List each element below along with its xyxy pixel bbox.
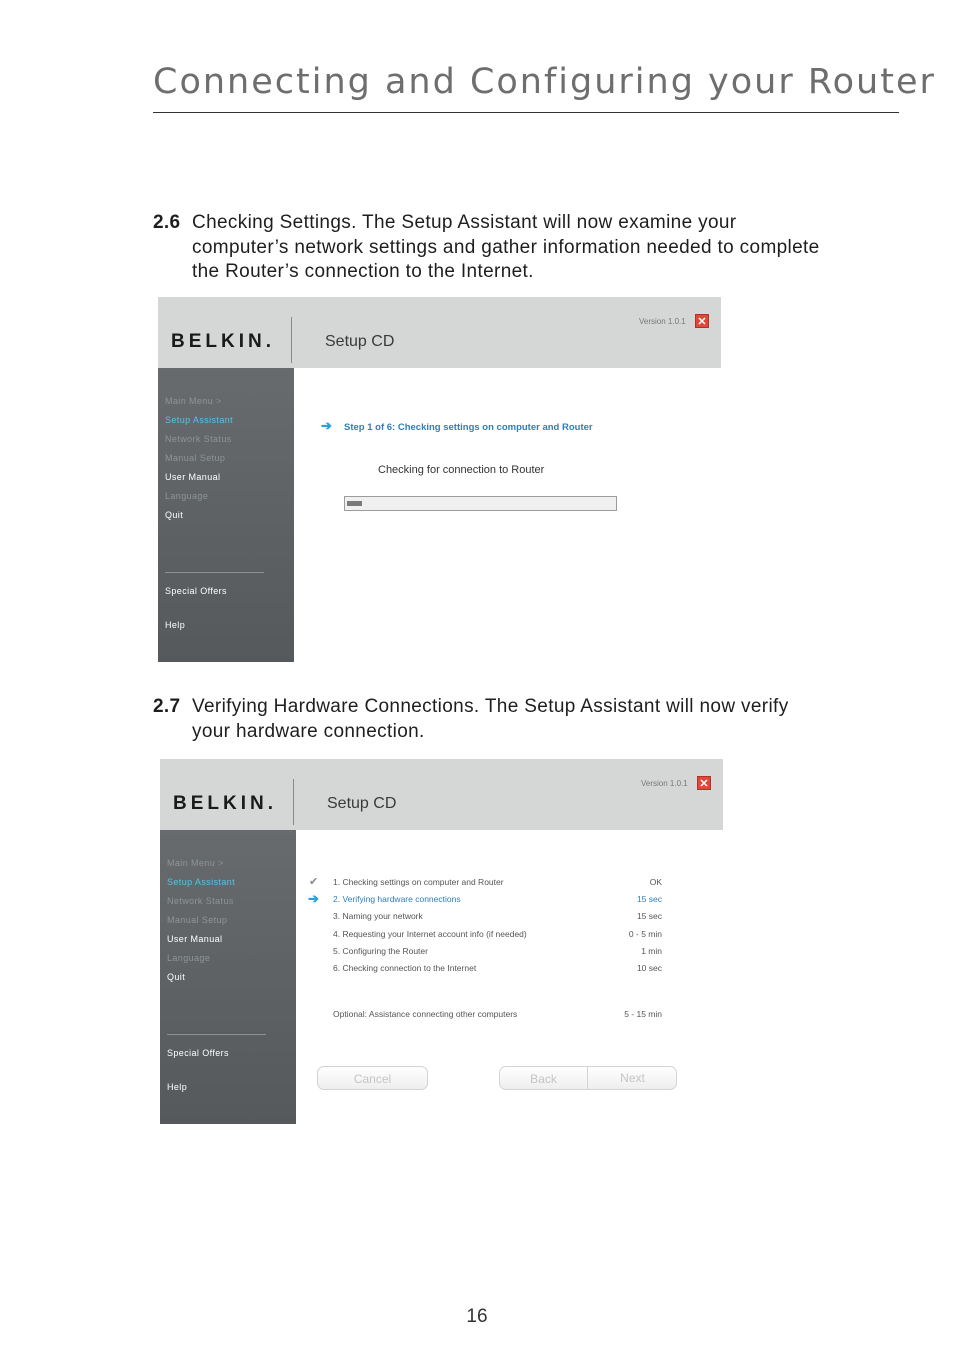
sidebar-item-setup-assistant[interactable]: Setup Assistant	[165, 415, 234, 425]
version-label: Version 1.0.1	[641, 779, 688, 788]
sidebar-divider	[167, 1034, 266, 1035]
progress-bar-fill	[347, 501, 362, 506]
app-title: Setup CD	[325, 333, 395, 350]
sidebar-item-manual-setup[interactable]: Manual Setup	[167, 915, 228, 925]
task-time: 0 - 5 min	[628, 929, 662, 939]
sidebar-item-main-menu[interactable]: Main Menu >	[167, 858, 224, 868]
sidebar-item-quit[interactable]: Quit	[165, 510, 184, 520]
arrow-right-icon: ➔	[321, 418, 332, 433]
close-icon[interactable]: ✕	[695, 314, 709, 328]
setup-screen-checking-settings	[158, 297, 721, 662]
step-2-6	[153, 211, 832, 285]
step-number: 2.6	[153, 212, 181, 233]
arrow-right-icon: ➔	[308, 891, 319, 906]
task-item: 3. Naming your network	[333, 911, 423, 921]
back-button[interactable]: Back	[499, 1066, 677, 1090]
header-divider	[293, 779, 294, 825]
progress-bar	[344, 496, 617, 511]
task-item: 5. Configuring the Router	[333, 946, 428, 956]
sidebar-item-language[interactable]: Language	[165, 491, 209, 501]
task-time: 1 min	[641, 946, 662, 956]
task-time: 10 sec	[636, 963, 662, 973]
close-icon[interactable]: ✕	[697, 776, 711, 790]
sidebar	[158, 368, 294, 662]
optional-task-time: 5 - 15 min	[624, 1009, 662, 1019]
sidebar-item-special-offers[interactable]: Special Offers	[165, 586, 227, 596]
step-2-7	[153, 695, 832, 744]
app-header	[160, 759, 723, 830]
step-number: 2.7	[153, 696, 181, 717]
sidebar-divider	[165, 572, 264, 573]
task-time: 15 sec	[636, 894, 662, 904]
belkin-logo: BELKIN.	[173, 793, 277, 814]
setup-screen-verifying-hardware	[160, 759, 723, 1124]
app-title: Setup CD	[327, 795, 397, 812]
sidebar-item-main-menu[interactable]: Main Menu >	[165, 396, 222, 406]
sidebar-item-help[interactable]: Help	[167, 1082, 188, 1092]
task-item: 6. Checking connection to the Internet	[333, 963, 477, 973]
step-progress-text: Step 1 of 6: Checking settings on computer and Router	[344, 422, 593, 433]
task-time: 15 sec	[636, 911, 662, 921]
sidebar-item-setup-assistant[interactable]: Setup Assistant	[167, 877, 236, 887]
sidebar-item-network-status[interactable]: Network Status	[165, 434, 232, 444]
belkin-logo: BELKIN.	[171, 331, 275, 352]
step-text: Checking Settings. The Setup Assistant will now examine your computer’s network settings and gather information needed to complete the Router’s connection to the Internet.	[192, 212, 820, 282]
step-text: Verifying Hardware Connections. The Setup Assistant will now verify your hardware connection.	[192, 696, 789, 742]
app-header	[158, 297, 721, 368]
sidebar-item-user-manual[interactable]: User Manual	[167, 934, 223, 944]
page-title: Connecting and Configuring your Router	[153, 62, 936, 102]
title-rule	[153, 112, 899, 113]
cancel-button[interactable]: Cancel	[317, 1066, 428, 1090]
task-time: OK	[649, 877, 662, 887]
sidebar-item-manual-setup[interactable]: Manual Setup	[165, 453, 226, 463]
page-number: 16	[466, 1306, 488, 1327]
sidebar-item-help[interactable]: Help	[165, 620, 186, 630]
task-item: 4. Requesting your Internet account info (if needed)	[333, 929, 527, 939]
sidebar-item-language[interactable]: Language	[167, 953, 211, 963]
task-item: 2. Verifying hardware connections	[333, 894, 461, 904]
sidebar-item-special-offers[interactable]: Special Offers	[167, 1048, 229, 1058]
status-label: Checking for connection to Router	[378, 464, 545, 476]
header-divider	[291, 317, 292, 363]
next-button[interactable]: Next	[620, 1071, 645, 1085]
sidebar	[160, 830, 296, 1124]
optional-task-item: Optional: Assistance connecting other computers	[333, 1009, 518, 1019]
version-label: Version 1.0.1	[639, 317, 686, 326]
sidebar-item-network-status[interactable]: Network Status	[167, 896, 234, 906]
checkmark-icon: ✔	[309, 876, 319, 888]
sidebar-item-user-manual[interactable]: User Manual	[165, 472, 221, 482]
task-item: 1. Checking settings on computer and Router	[333, 877, 504, 887]
sidebar-item-quit[interactable]: Quit	[167, 972, 186, 982]
